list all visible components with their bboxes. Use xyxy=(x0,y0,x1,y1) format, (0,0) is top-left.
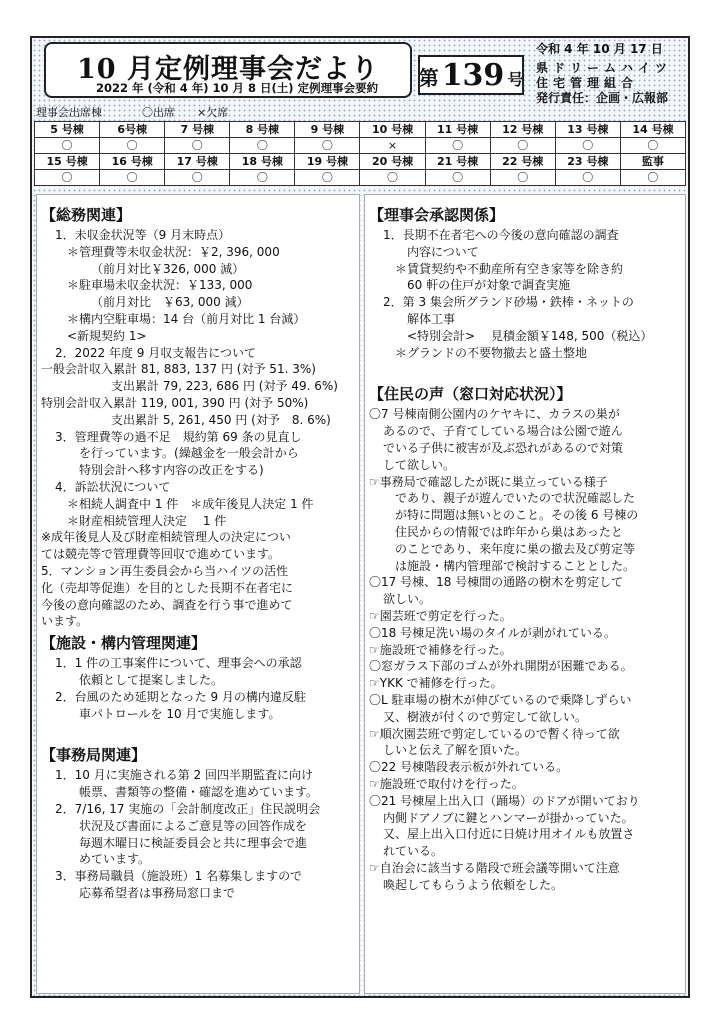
text-line: ☞順次園芸班で剪定しているので暫く待って欲 xyxy=(369,726,620,741)
text-line: ☞施設班で補修を行った。 xyxy=(369,642,512,657)
section-heading-approval: 【理事会承認関係】 xyxy=(369,206,505,224)
mark-cell: 〇 xyxy=(165,170,230,186)
bldg-cell: 8 号棟 xyxy=(230,122,295,138)
text-line: 内容について xyxy=(407,244,479,259)
attendance-mark-row xyxy=(35,138,686,154)
text-line: 又、樹液が付くので剪定して欲しい。 xyxy=(383,709,588,724)
text-line: ☞事務局で確認したが既に巣立っている様子 xyxy=(369,474,608,489)
text-line: 1．長期不在者宅への今後の意向確認の調査 xyxy=(383,228,619,242)
bldg-cell: 18 号棟 xyxy=(230,154,295,170)
text-line: 解体工事 xyxy=(407,311,456,326)
text-line: ＊駐車場未収金状況：￥133, 000 xyxy=(67,278,253,293)
bldg-cell: 5 号棟 xyxy=(35,122,100,138)
meeting-subtitle: 2022 年 (令和 4 年) 10 月 8 日(土) 定例理事会要約 xyxy=(96,81,379,95)
bldg-cell: 20 号棟 xyxy=(360,154,425,170)
finance-row xyxy=(41,412,355,429)
text-line: 1．未収金状況等（9 月末時点） xyxy=(55,228,231,242)
bldg-cell: 監事 xyxy=(620,154,685,170)
title-box xyxy=(44,42,412,98)
text-line: 1．10 月に実施される第 2 回四半期監査に向け xyxy=(55,768,313,783)
bldg-cell: 16 号棟 xyxy=(100,154,165,170)
mark-cell: 〇 xyxy=(165,138,230,154)
attendance-header-row xyxy=(35,122,686,138)
mark-cell: 〇 xyxy=(100,170,165,186)
text-line: 毎週木曜日に検証委員会と共に理事会で進 xyxy=(79,835,308,850)
mark-cell: 〇 xyxy=(490,138,555,154)
text-line: 状況及び書面によるご意見等の回答作成を xyxy=(79,818,308,833)
text-line: して欲しい。 xyxy=(383,457,456,472)
issue-date: 令和 4 年 10 月 17 日 xyxy=(536,42,663,56)
issue-suffix: 号 xyxy=(507,70,524,89)
issue-prefix: 第 xyxy=(418,66,439,90)
legend-absent: ×欠席 xyxy=(197,106,229,119)
text-line: であり、親子が遊んでいたので状況確認した xyxy=(395,491,636,506)
text-line: 1．1 件の工事案件について、理事会への承認 xyxy=(55,656,302,671)
mark-cell: 〇 xyxy=(620,170,685,186)
attendance-legend xyxy=(36,104,228,120)
mark-cell: 〇 xyxy=(35,138,100,154)
newsletter-frame xyxy=(30,36,690,998)
issue-number-box xyxy=(418,55,524,95)
text-line: 内側ドアノブに鍵とハンマーが掛かっていた。 xyxy=(383,810,634,825)
text-line: を行っています。(繰越金を一般会計から xyxy=(79,446,299,461)
bldg-cell: 14 号棟 xyxy=(620,122,685,138)
text-line: 化（売却等促進）を目的とした長期不在者宅に xyxy=(41,580,294,595)
finance-label: 特別会計収入累計 xyxy=(41,395,138,410)
bldg-cell: 22 号棟 xyxy=(490,154,555,170)
attendance-header-row xyxy=(35,154,686,170)
bldg-cell: 12 号棟 xyxy=(490,122,555,138)
text-line: でいる子供に被害が及ぶ恐れがあるので対策 xyxy=(383,440,624,455)
section-heading-voices: 【住民の声（窓口対応状況）】 xyxy=(369,385,572,404)
finance-value: 119, 001, 390 円 (対予 50%) xyxy=(140,395,309,410)
mark-cell: 〇 xyxy=(425,170,490,186)
finance-value: 79, 223, 686 円 (対予 49. 6%) xyxy=(162,379,338,394)
legend-present: 〇出席 xyxy=(142,106,175,119)
text-line: （前月対比 ￥63, 000 減） xyxy=(91,295,249,310)
text-line: ＊相続人調査中 1 件 ＊成年後見人決定 1 件 xyxy=(67,496,314,511)
right-column xyxy=(364,194,686,994)
publisher-responsible: 発行責任：企画・広報部 xyxy=(536,91,669,105)
mark-cell: 〇 xyxy=(230,138,295,154)
attendance-label: 理事会出席棟 xyxy=(36,106,102,119)
text-line: ＊グランドの不要物撤去と盛土整地 xyxy=(395,345,588,360)
bldg-cell: 13 号棟 xyxy=(555,122,620,138)
text-line: れている。 xyxy=(383,844,444,859)
attendance-mark-row xyxy=(35,170,686,186)
text-line: 喚起してもらうよう依頼をした。 xyxy=(383,877,564,892)
text-line: います。 xyxy=(41,614,89,629)
text-line: <新規契約 1> xyxy=(67,328,147,343)
bldg-cell: 17 号棟 xyxy=(165,154,230,170)
text-line: 〇17 号棟、18 号棟間の通路の樹木を剪定して xyxy=(369,575,624,590)
publisher-org: 住宅管理組合 xyxy=(536,76,639,90)
text-line: ☞自治会に該当する階段で班会議等開いて注意 xyxy=(369,860,620,875)
text-line: 今後の意向確認のため、調査を行う事で進めて xyxy=(41,597,293,612)
text-line: 60 軒の住戸が対象で調査実施 xyxy=(407,278,571,293)
mark-cell: 〇 xyxy=(35,170,100,186)
text-line: 帳票、書類等の整備・確認を進めています。 xyxy=(79,785,319,800)
text-line: <特別会計> 見積金額￥148, 500（税込） xyxy=(407,328,653,343)
text-line: 〇窓ガラス下部のゴムが外れ開閉が困難である。 xyxy=(369,659,633,674)
mark-cell: 〇 xyxy=(295,170,360,186)
text-line: 応募希望者は事務局窓口まで xyxy=(79,885,236,900)
text-line: 2．台風のため延期となった 9 月の構内違反駐 xyxy=(55,689,306,704)
finance-row xyxy=(41,395,355,412)
text-line: めています。 xyxy=(79,852,151,867)
text-line: 依頼として提案しました。 xyxy=(79,672,224,687)
bldg-cell: 19 号棟 xyxy=(295,154,360,170)
finance-label: 一般会計収入累計 xyxy=(41,362,138,377)
mark-cell: 〇 xyxy=(425,138,490,154)
mark-cell: 〇 xyxy=(555,138,620,154)
section-heading-general: 【総務関連】 xyxy=(41,206,132,224)
text-line: あるので、子育てしている場合は公園で遊ん xyxy=(383,424,623,439)
mark-cell: 〇 xyxy=(360,170,425,186)
finance-row xyxy=(41,361,355,378)
newsletter-title: 10 月定例理事会だより xyxy=(77,54,379,85)
text-line: ※成年後見人及び財産相続管理人の決定につい xyxy=(41,530,291,545)
text-line: ＊財産相続管理人決定 1 件 xyxy=(67,513,227,528)
text-line: 特別会計へ移す内容の改正をする) xyxy=(79,463,264,478)
finance-value: 5, 261, 450 円 (対予 8. 6%) xyxy=(162,412,331,427)
mark-cell: 〇 xyxy=(555,170,620,186)
finance-row xyxy=(41,378,355,395)
issue-number: 139 xyxy=(441,58,505,93)
bldg-cell: 10 号棟 xyxy=(360,122,425,138)
text-line: 住民からの情報では昨年から巣はあったと xyxy=(395,524,623,539)
text-line: は施設・構内管理部で検討することとした。 xyxy=(395,558,636,573)
finance-value: 81, 883, 137 円 (対予 51. 3%) xyxy=(140,362,316,377)
attendance-table xyxy=(34,121,686,186)
text-line: 2．2022 年度 9 月収支報告について xyxy=(55,345,257,360)
text-line: 〇21 号棟屋上出入口（踊場）のドアが開いており xyxy=(369,793,640,808)
text-line: ては競売等で管理費等回収で進めています。 xyxy=(41,547,281,562)
mark-cell: 〇 xyxy=(490,170,555,186)
text-line: 3．管理費等の過不足 規約第 69 条の見直し xyxy=(55,429,302,444)
text-line: 〇18 号棟足洗い場のタイルが剥がれている。 xyxy=(369,625,616,640)
text-line: 〇7 号棟南側公園内のケヤキに、カラスの巣が xyxy=(369,407,620,422)
bldg-cell: 9 号棟 xyxy=(295,122,360,138)
text-line: しいと伝え了解を頂いた。 xyxy=(383,743,528,758)
mark-cell: × xyxy=(360,138,425,154)
text-line: 2．7/16, 17 実施の「会計制度改正」住民説明会 xyxy=(55,801,321,816)
text-line: ☞園芸班で剪定を行った。 xyxy=(369,608,512,623)
text-line: ＊管理費等未収金状況：￥2, 396, 000 xyxy=(67,244,280,259)
text-line: 欲しい。 xyxy=(383,592,432,607)
bldg-cell: 6号棟 xyxy=(100,122,165,138)
bldg-cell: 21 号棟 xyxy=(425,154,490,170)
left-column xyxy=(36,194,360,994)
text-line: ＊賃貸契約や不動産所有空き家等を除き約 xyxy=(395,261,624,276)
bldg-cell: 7 号棟 xyxy=(165,122,230,138)
text-line: 5．マンション再生委員会から当ハイツの活性 xyxy=(41,563,289,578)
section-heading-office: 【事務局関連】 xyxy=(41,746,147,765)
text-line: 〇22 号棟階段表示板が外れている。 xyxy=(369,760,569,775)
finance-label: 支出累計 xyxy=(111,412,160,427)
mark-cell: 〇 xyxy=(295,138,360,154)
text-line: 2．第 3 集会所グランド砂場・鉄棒・ネットの xyxy=(383,295,634,310)
text-line: が特に問題は無いとのこと。その後 6 号棟の xyxy=(395,508,639,523)
text-line: ＊構内空駐車場：14 台（前月対比 1 台減） xyxy=(67,311,306,326)
text-line: 〇L 駐車場の樹木が伸びているので乗降しずらい xyxy=(369,692,632,707)
mark-cell: 〇 xyxy=(100,138,165,154)
finance-label: 支出累計 xyxy=(111,379,160,394)
mark-cell: 〇 xyxy=(620,138,685,154)
text-line: 又、屋上出入口付近に日焼け用オイルも放置さ xyxy=(383,827,635,842)
bldg-cell: 15 号棟 xyxy=(35,154,100,170)
text-line: ☞施設班で取付けを行った。 xyxy=(369,776,524,791)
mark-cell: 〇 xyxy=(230,170,295,186)
text-line: （前月対比￥326, 000 減） xyxy=(91,261,245,276)
text-line: 車パトロールを 10 月で実施します。 xyxy=(79,706,281,721)
text-line: 4．訴訟状況について xyxy=(55,479,171,494)
text-line: 3．事務局職員（施設班）1 名募集しますので xyxy=(55,869,303,884)
section-heading-facilities: 【施設・構内管理関連】 xyxy=(41,634,207,653)
text-line: のことであり、来年度に巣の撤去及び剪定等 xyxy=(395,541,636,556)
publisher-info xyxy=(536,42,672,106)
text-line: ☞YKK で補修を行った。 xyxy=(369,676,503,691)
publisher-name: 県ドリームハイツ xyxy=(536,61,673,75)
bldg-cell: 23 号棟 xyxy=(555,154,620,170)
bldg-cell: 11 号棟 xyxy=(425,122,490,138)
